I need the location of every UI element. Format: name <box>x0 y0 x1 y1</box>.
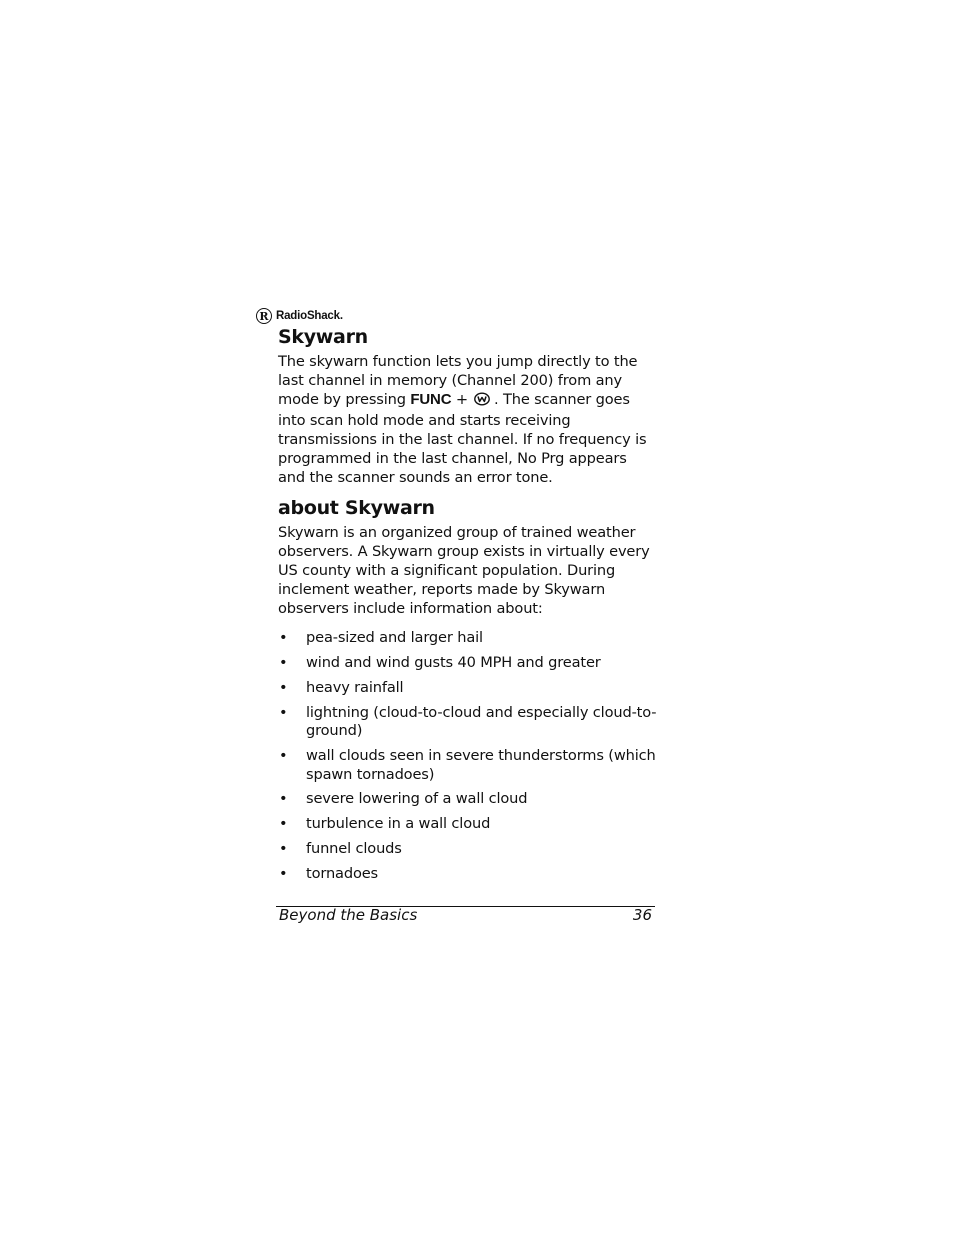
list-item <box>278 840 658 859</box>
about-skywarn-intro: Skywarn is an organized group of trained weather observers. A Skywarn group exists in virtually every US county with a significant population. During inclement weather, reports made by Skywarn observers include information about: <box>278 524 650 617</box>
bullet-icon: • <box>279 653 288 671</box>
radioshack-logo <box>256 306 343 326</box>
weather-key-icon <box>474 392 490 411</box>
list-item-text: wall clouds seen in severe thunderstorms (which spawn tornadoes) <box>306 747 656 783</box>
section-title-about-skywarn: about Skywarn <box>278 497 435 519</box>
list-item-text: tornadoes <box>306 865 379 883</box>
description-text-start: The skywarn function lets you jump directly to the last channel in memory (Channel 200) from any mode by pressing <box>278 353 638 408</box>
bullet-icon: • <box>279 678 288 696</box>
bullet-icon: • <box>279 815 288 833</box>
bullet-icon: • <box>279 865 288 883</box>
list-item <box>278 629 658 648</box>
bullet-icon: • <box>279 747 288 765</box>
footer-section-name: Beyond the Basics <box>279 906 418 924</box>
logo-wordmark: RadioShack. <box>276 310 343 322</box>
list-item <box>278 679 658 698</box>
func-key-label: FUNC <box>410 391 452 408</box>
bullet-icon: • <box>279 840 288 858</box>
section-title-skywarn: Skywarn <box>278 326 368 348</box>
description-text-end: . The scanner goes into scan hold mode and starts receiving transmissions in the last channel. If no frequency is programmed in the last channel, No Prg appears and the scanner sounds an error tone. <box>278 391 647 486</box>
list-item-text: funnel clouds <box>306 840 402 858</box>
list-item-text: lightning (cloud-to-cloud and especially cloud-to-ground) <box>306 703 657 740</box>
bullet-icon: • <box>279 629 288 646</box>
list-item <box>278 790 658 809</box>
bullet-icon: • <box>279 703 288 721</box>
registered-mark-icon: R <box>256 308 272 324</box>
observation-list <box>278 629 658 890</box>
list-item <box>278 704 658 741</box>
list-item <box>278 654 658 673</box>
list-item-text: severe lowering of a wall cloud <box>306 790 528 808</box>
list-item-text: heavy rainfall <box>306 678 404 696</box>
skywarn-description <box>278 352 658 487</box>
list-item <box>278 865 658 884</box>
bullet-icon: • <box>279 790 288 808</box>
list-item <box>278 747 658 784</box>
list-item <box>278 815 658 834</box>
list-item-text: turbulence in a wall cloud <box>306 815 491 833</box>
page-number: 36 <box>632 906 652 924</box>
plus-sign: + <box>455 391 468 408</box>
list-item-text: pea-sized and larger hail <box>306 629 483 646</box>
list-item-text: wind and wind gusts 40 MPH and greater <box>306 653 601 671</box>
